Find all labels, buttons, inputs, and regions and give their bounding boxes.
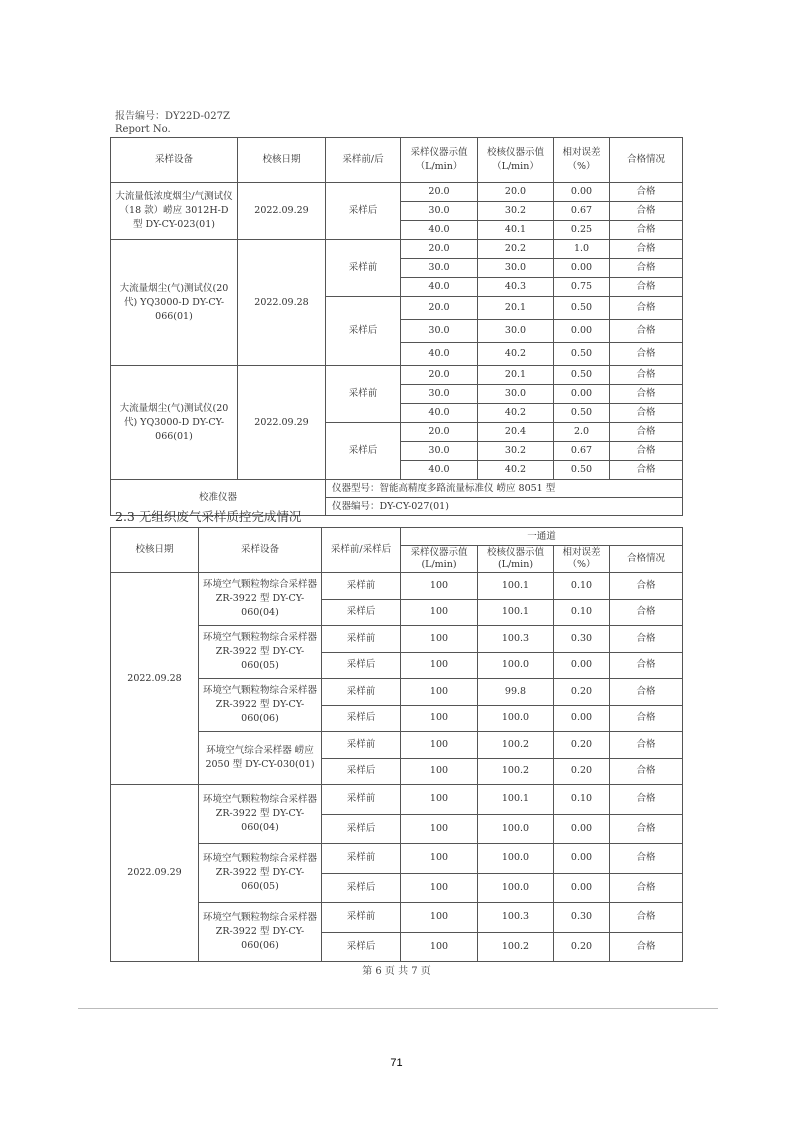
table-cell: 合格 [610,758,683,785]
date-cell: 2022.09.28 [111,573,199,785]
table-cell: 30.0 [478,385,554,404]
table-cell: 40.0 [401,221,478,240]
table-cell: 合格 [610,366,683,385]
table-cell: 100 [401,652,478,679]
page-number: 71 [390,1057,403,1069]
table-cell: 0.67 [554,202,610,221]
table-cell: 0.50 [554,404,610,423]
table-cell: 20.4 [478,423,554,442]
table-cell: 合格 [610,599,683,626]
table-cell: 合格 [610,442,683,461]
table-cell: 合格 [610,732,683,759]
table-cell: 40.0 [401,404,478,423]
column-header: 合格情况 [610,546,683,573]
column-header: 合格情况 [610,138,683,183]
table-cell: 合格 [610,705,683,732]
table-cell: 0.10 [554,599,610,626]
table-cell: 100 [401,599,478,626]
table-cell: 采样后 [322,932,401,962]
column-header: 采样仪器示值 （L/min） [401,138,478,183]
table-cell: 合格 [610,844,683,874]
table-cell: 30.0 [401,442,478,461]
phase-cell: 采样后 [326,183,401,240]
report-number [115,110,230,136]
table-cell: 30.0 [478,259,554,278]
phase-cell: 采样前 [326,240,401,297]
table-cell: 100.0 [478,873,554,903]
table-cell: 99.8 [478,679,554,706]
footer-divider [78,1008,718,1009]
table-cell: 100 [401,732,478,759]
table-cell: 采样前 [322,679,401,706]
table-cell: 采样后 [322,758,401,785]
table-cell: 0.00 [554,259,610,278]
table-cell: 20.0 [401,366,478,385]
table-cell: 2.0 [554,423,610,442]
calibration-row [111,480,683,498]
table-cell: 20.0 [401,183,478,202]
table-cell: 40.1 [478,221,554,240]
table-cell: 20.1 [478,297,554,320]
table-cell: 40.0 [401,343,478,366]
table-cell: 0.20 [554,732,610,759]
table-cell: 采样后 [322,705,401,732]
column-header: 相对误差 （%） [554,546,610,573]
phase-cell: 采样后 [326,297,401,366]
table-cell: 0.67 [554,442,610,461]
column-header: 采样设备 [199,528,322,573]
table-cell: 20.0 [401,297,478,320]
table-cell: 40.2 [478,461,554,480]
table-cell: 30.0 [401,320,478,343]
column-header: 采样设备 [111,138,238,183]
table-row [111,785,683,815]
device-cell: 环境空气颗粒物综合采样器 ZR-3922 型 DY-CY-060(05) [199,626,322,679]
table-cell: 采样前 [322,844,401,874]
table-cell: 0.00 [554,183,610,202]
header-row [111,528,683,546]
phase-cell: 采样前 [326,366,401,423]
device-cell: 大流量烟尘(气)测试仪(20 代) YQ3000-D DY-CY-066(01) [111,240,238,366]
table-cell: 100 [401,932,478,962]
table-cell: 20.0 [401,240,478,259]
table-cell: 合格 [610,343,683,366]
table-cell: 100.3 [478,626,554,653]
table-cell: 100.0 [478,705,554,732]
table-cell: 20.2 [478,240,554,259]
table-cell: 100 [401,814,478,844]
section-title: 2.3 无组织废气采样质控完成情况 [115,509,302,524]
table-cell: 100 [401,758,478,785]
page-footer: 第 6 页 共 7 页 [362,966,431,977]
column-header: 采样前/采样后 [322,528,401,573]
table-cell: 合格 [610,814,683,844]
table-cell: 采样后 [322,599,401,626]
table-cell: 采样前 [322,903,401,933]
table-cell: 100 [401,705,478,732]
table-cell: 合格 [610,385,683,404]
column-header: 相对误差 （%） [554,138,610,183]
device-cell: 环境空气颗粒物综合采样器 ZR-3922 型 DY-CY-060(04) [199,785,322,844]
device-cell: 大流量低浓度烟尘/气测试仪（18 款）崂应 3012H-D 型 DY-CY-023(01) [111,183,238,240]
table-cell: 采样前 [322,785,401,815]
table-cell: 0.00 [554,873,610,903]
table-cell: 合格 [610,785,683,815]
table-cell: 100.3 [478,903,554,933]
table-cell: 100.0 [478,844,554,874]
date-cell: 2022.09.29 [238,366,326,480]
table-cell: 100.2 [478,932,554,962]
table-row [111,366,683,385]
table-cell: 0.30 [554,903,610,933]
table-cell: 合格 [610,183,683,202]
table-cell: 0.00 [554,844,610,874]
table-cell: 30.0 [401,259,478,278]
table-cell: 40.0 [401,278,478,297]
table-cell: 合格 [610,461,683,480]
table-cell: 1.0 [554,240,610,259]
channel-header: 一通道 [401,528,683,546]
fugitive-gas-qc-table [110,527,683,962]
table-cell: 100 [401,903,478,933]
table-cell: 100.1 [478,785,554,815]
table-cell: 合格 [610,423,683,442]
device-cell: 环境空气颗粒物综合采样器 ZR-3922 型 DY-CY-060(05) [199,844,322,903]
table-cell: 20.0 [401,423,478,442]
table-cell: 0.75 [554,278,610,297]
table-cell: 合格 [610,873,683,903]
table-cell: 0.00 [554,320,610,343]
calibration-id: 仪器编号：DY-CY-027(01) [326,498,683,516]
table-cell: 合格 [610,278,683,297]
table-cell: 100 [401,679,478,706]
date-cell: 2022.09.29 [111,785,199,962]
table-cell: 0.00 [554,705,610,732]
table-cell: 0.00 [554,814,610,844]
calibration-label: 校准仪器 [111,480,326,516]
table-cell: 30.0 [478,320,554,343]
table-cell: 100.2 [478,732,554,759]
table-cell: 采样前 [322,573,401,600]
table-cell: 0.50 [554,366,610,385]
device-cell: 环境空气颗粒物综合采样器 ZR-3922 型 DY-CY-060(06) [199,679,322,732]
sampling-equipment-calibration-table [110,137,683,516]
table-cell: 0.00 [554,385,610,404]
table-cell: 0.30 [554,626,610,653]
table-cell: 100.1 [478,573,554,600]
table-cell: 合格 [610,573,683,600]
column-header: 校核仪器示值 (L/min) [478,546,554,573]
table-cell: 100 [401,873,478,903]
table-cell: 20.1 [478,366,554,385]
table-cell: 100.2 [478,758,554,785]
table-cell: 合格 [610,652,683,679]
table-cell: 采样后 [322,873,401,903]
table-cell: 采样后 [322,814,401,844]
table-cell: 合格 [610,320,683,343]
table-cell: 采样前 [322,732,401,759]
column-header: 校核仪器示值 （L/min） [478,138,554,183]
table-cell: 合格 [610,932,683,962]
table-cell: 40.0 [401,461,478,480]
table-cell: 100 [401,844,478,874]
report-number-en: Report No. [115,124,171,135]
table-cell: 0.50 [554,297,610,320]
device-cell: 环境空气颗粒物综合采样器 ZR-3922 型 DY-CY-060(06) [199,903,322,962]
table-cell: 0.50 [554,343,610,366]
table-cell: 合格 [610,221,683,240]
column-header: 校核日期 [111,528,199,573]
date-cell: 2022.09.28 [238,240,326,366]
table-cell: 40.3 [478,278,554,297]
table-cell: 100 [401,785,478,815]
table-cell: 100 [401,573,478,600]
table-cell: 0.25 [554,221,610,240]
table-row [111,183,683,202]
table-cell: 合格 [610,259,683,278]
table-cell: 30.0 [401,202,478,221]
table-cell: 合格 [610,679,683,706]
report-number-label: 报告编号：DY22D-027Z [115,111,230,122]
calibration-model: 仪器型号：智能高精度多路流量标准仪 崂应 8051 型 [326,480,683,498]
column-header: 采样前/后 [326,138,401,183]
table-cell: 100 [401,626,478,653]
table-cell: 合格 [610,297,683,320]
table-cell: 0.10 [554,785,610,815]
table-cell: 0.50 [554,461,610,480]
table-cell: 0.00 [554,652,610,679]
table-cell: 合格 [610,240,683,259]
table-cell: 合格 [610,404,683,423]
table-cell: 20.0 [478,183,554,202]
table-cell: 30.0 [401,385,478,404]
device-cell: 环境空气综合采样器 崂应 2050 型 DY-CY-030(01) [199,732,322,785]
table-row [111,240,683,259]
column-header: 采样仪器示值 (L/min) [401,546,478,573]
table-cell: 合格 [610,626,683,653]
table-cell: 100.0 [478,652,554,679]
table-cell: 合格 [610,903,683,933]
column-header: 校核日期 [238,138,326,183]
table-cell: 0.20 [554,932,610,962]
date-cell: 2022.09.29 [238,183,326,240]
phase-cell: 采样后 [326,423,401,480]
device-cell: 环境空气颗粒物综合采样器 ZR-3922 型 DY-CY-060(04) [199,573,322,626]
table-cell: 采样前 [322,626,401,653]
table-cell: 100.1 [478,599,554,626]
table-cell: 0.10 [554,573,610,600]
table-cell: 合格 [610,202,683,221]
table-cell: 0.20 [554,679,610,706]
device-cell: 大流量烟尘(气)测试仪(20 代) YQ3000-D DY-CY-066(01) [111,366,238,480]
header-row [111,138,683,183]
table-cell: 100.0 [478,814,554,844]
table-cell: 30.2 [478,202,554,221]
table-cell: 40.2 [478,404,554,423]
table-cell: 0.20 [554,758,610,785]
table-cell: 30.2 [478,442,554,461]
table-cell: 40.2 [478,343,554,366]
table-row [111,573,683,600]
table-cell: 采样后 [322,652,401,679]
